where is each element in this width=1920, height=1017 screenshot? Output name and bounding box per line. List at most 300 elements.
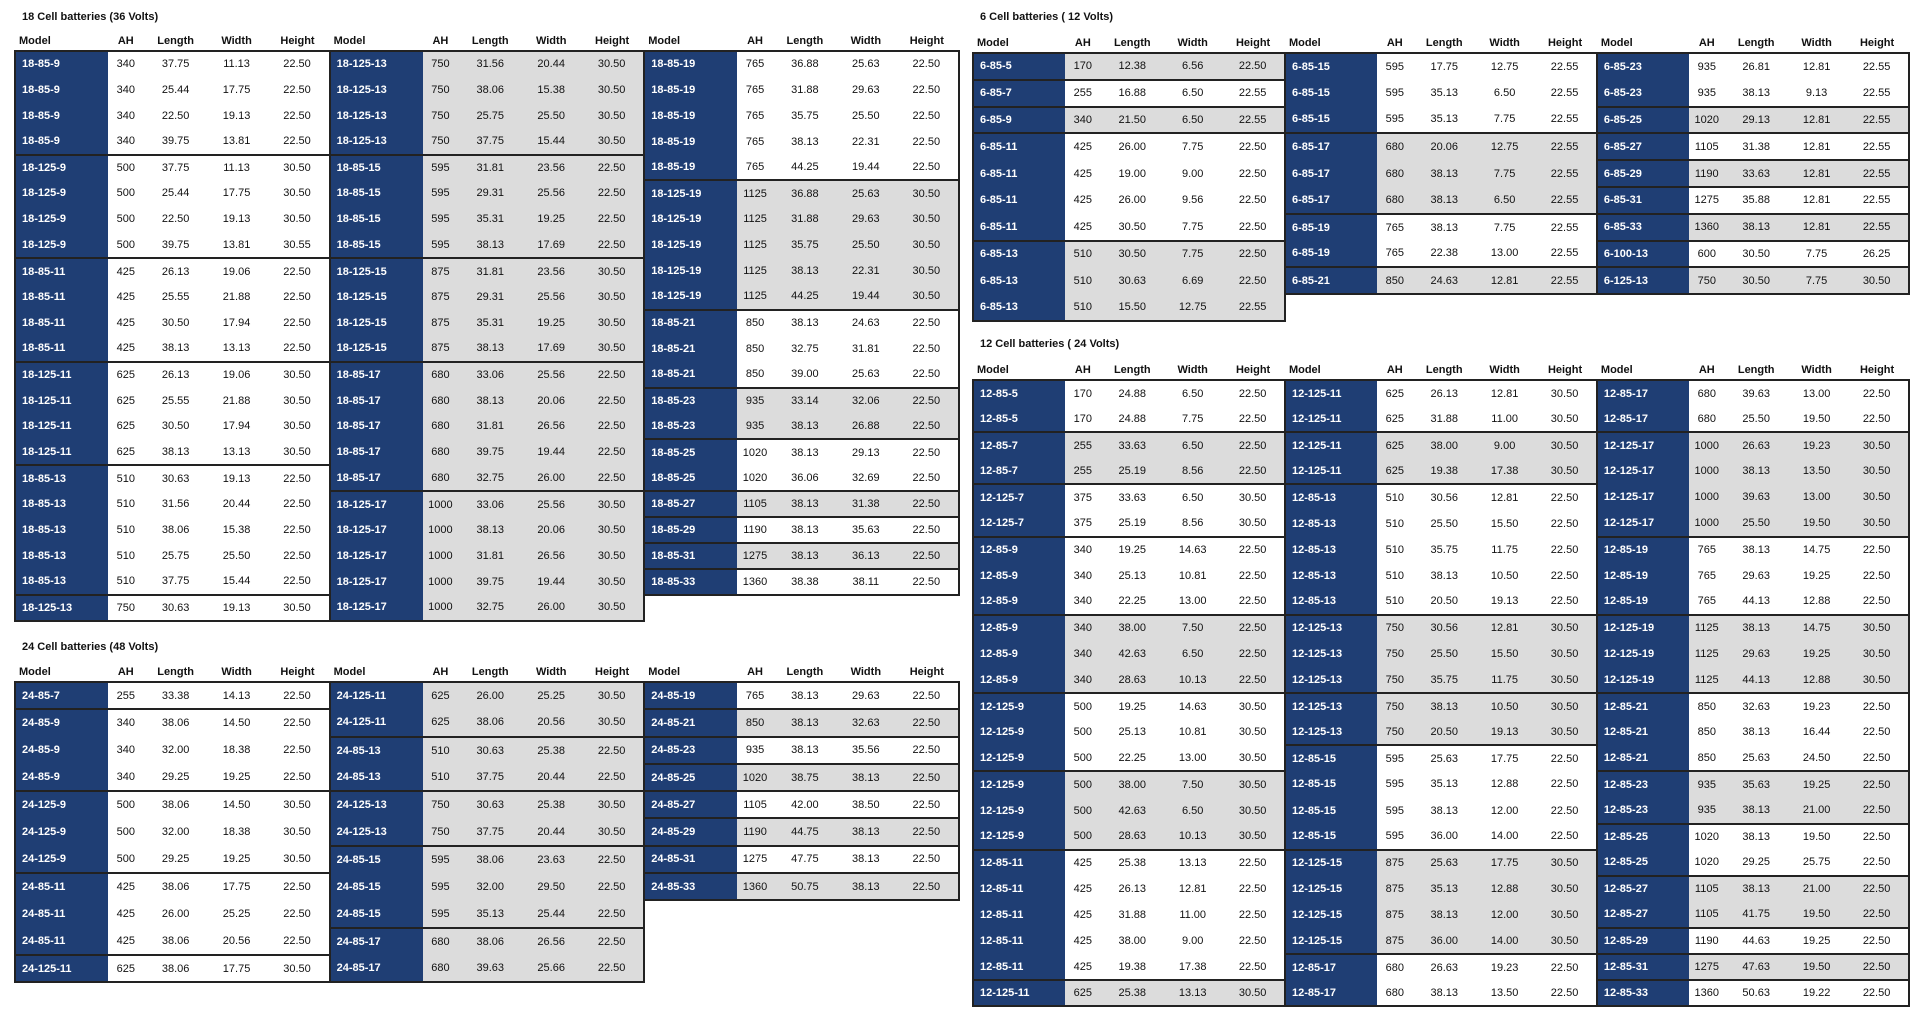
model-cell: 18-85-17 xyxy=(330,388,423,414)
table-row xyxy=(973,80,1909,107)
height-cell: 22.50 xyxy=(1221,406,1285,432)
height-cell: 22.50 xyxy=(1845,824,1909,850)
ah-cell: 750 xyxy=(108,595,143,621)
length-cell: 38.13 xyxy=(1724,537,1788,563)
model-cell: 6-125-13 xyxy=(1597,267,1689,294)
ah-cell: 625 xyxy=(423,709,458,736)
ah-cell: 765 xyxy=(1689,563,1724,589)
length-cell: 25.50 xyxy=(1724,510,1788,536)
model-cell: 6-85-13 xyxy=(973,241,1065,268)
height-cell: 22.50 xyxy=(265,928,329,955)
length-cell: 30.56 xyxy=(1412,615,1476,641)
height-cell: 22.50 xyxy=(895,413,959,439)
ah-cell: 750 xyxy=(423,791,458,818)
ah-cell: 340 xyxy=(1065,537,1100,563)
height-cell: 22.50 xyxy=(895,155,959,181)
column-header-height: Height xyxy=(1845,34,1909,53)
height-cell: 22.50 xyxy=(1221,187,1285,214)
length-cell: 26.00 xyxy=(1100,133,1164,160)
width-cell: 18.38 xyxy=(208,737,266,764)
height-cell: 22.50 xyxy=(265,284,329,310)
width-cell: 13.50 xyxy=(1476,980,1533,1006)
width-cell: 20.06 xyxy=(522,517,580,543)
table-row xyxy=(15,310,959,336)
length-cell: 35.13 xyxy=(1412,107,1476,134)
length-cell: 25.44 xyxy=(144,180,208,206)
width-cell: 26.56 xyxy=(522,543,580,569)
column-header-height: Height xyxy=(1221,34,1285,53)
model-cell: 12-125-7 xyxy=(973,510,1065,536)
model-cell: 6-85-11 xyxy=(973,133,1065,160)
width-cell: 7.75 xyxy=(1164,214,1221,241)
height-cell: 22.50 xyxy=(895,543,959,569)
model-cell: 18-85-33 xyxy=(644,569,737,595)
width-cell: 12.81 xyxy=(1788,107,1845,134)
model-cell: 12-85-31 xyxy=(1597,954,1689,980)
column-header-length: Length xyxy=(144,32,208,51)
length-cell: 39.75 xyxy=(144,232,208,258)
length-cell: 25.38 xyxy=(1100,850,1164,876)
model-cell: 12-125-9 xyxy=(973,745,1065,771)
model-cell: 18-125-19 xyxy=(644,258,737,284)
ah-cell: 625 xyxy=(1065,980,1100,1006)
model-cell: 6-85-31 xyxy=(1597,187,1689,214)
width-cell: 9.00 xyxy=(1476,432,1533,458)
empty-cell xyxy=(773,595,837,621)
width-cell: 31.81 xyxy=(837,336,895,362)
width-cell: 14.50 xyxy=(208,709,266,736)
table-row xyxy=(15,818,959,845)
length-cell: 38.13 xyxy=(773,543,837,569)
model-cell: 24-125-11 xyxy=(15,955,108,982)
ah-cell: 500 xyxy=(108,846,143,873)
length-cell: 24.88 xyxy=(1100,380,1164,406)
length-cell: 33.14 xyxy=(773,388,837,414)
model-cell: 6-85-21 xyxy=(1285,267,1377,294)
width-cell: 21.00 xyxy=(1788,798,1845,824)
length-cell: 38.13 xyxy=(1412,187,1476,214)
height-cell: 22.50 xyxy=(1221,241,1285,268)
height-cell: 30.50 xyxy=(580,595,644,621)
width-cell: 6.50 xyxy=(1164,641,1221,667)
ah-cell: 850 xyxy=(1377,267,1412,294)
height-cell: 22.50 xyxy=(1221,876,1285,902)
ah-cell: 340 xyxy=(1065,641,1100,667)
height-cell: 30.50 xyxy=(1845,458,1909,484)
ah-cell: 1105 xyxy=(1689,876,1724,902)
height-cell: 22.50 xyxy=(1845,980,1909,1006)
ah-cell: 255 xyxy=(1065,80,1100,107)
column-header-height: Height xyxy=(1845,361,1909,380)
ah-cell: 850 xyxy=(737,362,772,388)
model-cell: 18-85-9 xyxy=(15,51,108,77)
length-cell: 31.88 xyxy=(773,206,837,232)
width-cell: 14.13 xyxy=(208,682,266,709)
header-row xyxy=(15,32,959,51)
column-header-height: Height xyxy=(895,32,959,51)
model-cell: 6-85-33 xyxy=(1597,214,1689,241)
length-cell: 44.13 xyxy=(1724,667,1788,693)
length-cell: 38.13 xyxy=(458,336,522,362)
width-cell: 23.63 xyxy=(522,846,580,873)
height-cell: 22.50 xyxy=(895,439,959,465)
height-cell: 30.50 xyxy=(1845,267,1909,294)
model-cell: 18-85-21 xyxy=(644,310,737,336)
model-cell: 24-85-11 xyxy=(15,873,108,900)
length-cell: 25.75 xyxy=(144,543,208,569)
height-cell: 22.50 xyxy=(1221,537,1285,563)
height-cell: 22.55 xyxy=(1221,294,1285,321)
ah-cell: 935 xyxy=(737,737,772,764)
length-cell: 38.13 xyxy=(773,491,837,517)
model-cell: 18-85-19 xyxy=(644,103,737,129)
empty-cell xyxy=(1285,294,1377,321)
table-row xyxy=(973,484,1909,510)
length-cell: 50.63 xyxy=(1724,980,1788,1006)
ah-cell: 340 xyxy=(108,709,143,736)
empty-cell xyxy=(737,928,772,955)
width-cell: 18.38 xyxy=(208,818,266,845)
ah-cell: 1125 xyxy=(737,180,772,206)
model-cell: 18-85-25 xyxy=(644,439,737,465)
width-cell: 19.50 xyxy=(1788,406,1845,432)
width-cell: 8.56 xyxy=(1164,458,1221,484)
height-cell: 22.50 xyxy=(580,180,644,206)
model-cell: 12-85-27 xyxy=(1597,902,1689,928)
length-cell: 38.13 xyxy=(1412,798,1476,824)
length-cell: 19.38 xyxy=(1100,954,1164,980)
width-cell: 7.75 xyxy=(1164,406,1221,432)
ah-cell: 625 xyxy=(108,439,143,465)
model-cell: 12-125-13 xyxy=(1285,667,1377,693)
length-cell: 37.75 xyxy=(144,155,208,181)
width-cell: 29.63 xyxy=(837,682,895,709)
table-row xyxy=(15,873,959,900)
table-row xyxy=(15,336,959,362)
model-cell: 12-85-13 xyxy=(1285,537,1377,563)
width-cell: 19.25 xyxy=(1788,928,1845,954)
table-row xyxy=(15,569,959,595)
length-cell: 19.25 xyxy=(1100,693,1164,719)
width-cell: 26.56 xyxy=(522,413,580,439)
width-cell: 8.56 xyxy=(1164,510,1221,536)
ah-cell: 750 xyxy=(1377,693,1412,719)
height-cell: 22.50 xyxy=(1533,589,1597,615)
width-cell: 6.50 xyxy=(1164,80,1221,107)
empty-cell xyxy=(1597,294,1689,321)
length-cell: 25.75 xyxy=(458,103,522,129)
model-cell: 6-85-13 xyxy=(973,267,1065,294)
ah-cell: 1000 xyxy=(1689,484,1724,510)
ah-cell: 935 xyxy=(737,413,772,439)
height-cell: 30.50 xyxy=(580,709,644,736)
width-cell: 19.25 xyxy=(1788,641,1845,667)
ah-cell: 765 xyxy=(737,682,772,709)
model-cell: 24-85-15 xyxy=(330,873,423,900)
model-cell: 12-125-11 xyxy=(1285,458,1377,484)
height-cell: 30.50 xyxy=(1845,432,1909,458)
width-cell: 15.50 xyxy=(1476,641,1533,667)
width-cell: 9.00 xyxy=(1164,928,1221,954)
length-cell: 30.50 xyxy=(1100,241,1164,268)
ah-cell: 425 xyxy=(108,928,143,955)
width-cell: 14.75 xyxy=(1788,615,1845,641)
model-cell: 24-85-23 xyxy=(644,737,737,764)
column-header-length: Length xyxy=(773,663,837,682)
ah-cell: 595 xyxy=(423,873,458,900)
width-cell: 23.56 xyxy=(522,155,580,181)
column-header-ah: AH xyxy=(423,663,458,682)
model-cell: 12-125-15 xyxy=(1285,876,1377,902)
ah-cell: 170 xyxy=(1065,380,1100,406)
ah-cell: 875 xyxy=(1377,850,1412,876)
model-cell: 18-125-15 xyxy=(330,258,423,284)
table-row xyxy=(15,206,959,232)
height-cell: 30.55 xyxy=(265,232,329,258)
model-cell: 18-85-17 xyxy=(330,439,423,465)
empty-cell xyxy=(837,900,895,927)
table-row xyxy=(15,737,959,764)
width-cell: 17.75 xyxy=(208,77,266,103)
column-header-width: Width xyxy=(1476,361,1533,380)
width-cell: 10.81 xyxy=(1164,563,1221,589)
model-cell: 12-85-25 xyxy=(1597,824,1689,850)
width-cell: 25.56 xyxy=(522,284,580,310)
width-cell: 12.81 xyxy=(1788,133,1845,160)
table-row xyxy=(973,798,1909,824)
ah-cell: 595 xyxy=(423,900,458,927)
height-cell: 22.50 xyxy=(895,791,959,818)
length-cell: 38.13 xyxy=(773,439,837,465)
model-cell: 12-85-21 xyxy=(1597,693,1689,719)
model-cell: 24-85-15 xyxy=(330,846,423,873)
length-cell: 38.00 xyxy=(1100,928,1164,954)
ah-cell: 625 xyxy=(108,362,143,388)
width-cell: 23.56 xyxy=(522,258,580,284)
width-cell: 12.00 xyxy=(1476,798,1533,824)
ah-cell: 1020 xyxy=(737,439,772,465)
height-cell: 30.50 xyxy=(895,232,959,258)
model-cell: 18-125-15 xyxy=(330,336,423,362)
model-cell: 18-85-23 xyxy=(644,388,737,414)
model-cell: 6-85-9 xyxy=(973,107,1065,134)
height-cell: 22.50 xyxy=(265,310,329,336)
column-header-model: Model xyxy=(15,32,108,51)
width-cell: 32.06 xyxy=(837,388,895,414)
ah-cell: 170 xyxy=(1065,406,1100,432)
height-cell: 22.50 xyxy=(265,543,329,569)
height-cell: 22.50 xyxy=(265,517,329,543)
width-cell: 6.50 xyxy=(1164,432,1221,458)
length-cell: 25.38 xyxy=(1100,980,1164,1006)
model-cell: 12-85-7 xyxy=(973,458,1065,484)
ah-cell: 750 xyxy=(423,103,458,129)
width-cell: 12.81 xyxy=(1788,214,1845,241)
model-cell: 6-85-19 xyxy=(1285,241,1377,268)
ah-cell: 625 xyxy=(423,682,458,709)
column-header-length: Length xyxy=(1412,361,1476,380)
height-cell: 22.55 xyxy=(1533,53,1597,80)
width-cell: 17.69 xyxy=(522,336,580,362)
model-cell: 18-85-15 xyxy=(330,180,423,206)
width-cell: 19.23 xyxy=(1788,432,1845,458)
length-cell: 42.63 xyxy=(1100,798,1164,824)
width-cell: 12.75 xyxy=(1476,53,1533,80)
model-cell: 12-85-11 xyxy=(973,902,1065,928)
height-cell: 22.55 xyxy=(1845,80,1909,107)
table-row xyxy=(973,214,1909,241)
height-cell: 30.50 xyxy=(1221,980,1285,1006)
width-cell: 6.56 xyxy=(1164,53,1221,80)
table-row xyxy=(973,928,1909,954)
model-cell: 18-125-9 xyxy=(15,232,108,258)
height-cell: 22.50 xyxy=(895,51,959,77)
width-cell: 9.13 xyxy=(1788,80,1845,107)
ah-cell: 625 xyxy=(108,388,143,414)
model-cell: 12-125-11 xyxy=(1285,432,1377,458)
ah-cell: 765 xyxy=(737,77,772,103)
length-cell: 38.06 xyxy=(144,517,208,543)
width-cell: 26.56 xyxy=(522,928,580,955)
length-cell: 42.00 xyxy=(773,791,837,818)
ah-cell: 680 xyxy=(1689,406,1724,432)
width-cell: 6.50 xyxy=(1164,380,1221,406)
model-cell: 18-85-19 xyxy=(644,77,737,103)
length-cell: 36.88 xyxy=(773,180,837,206)
height-cell: 30.50 xyxy=(265,362,329,388)
height-cell: 22.50 xyxy=(265,737,329,764)
height-cell: 30.50 xyxy=(580,543,644,569)
column-header-height: Height xyxy=(265,32,329,51)
length-cell: 38.06 xyxy=(458,77,522,103)
width-cell: 25.63 xyxy=(837,51,895,77)
ah-cell: 425 xyxy=(1065,187,1100,214)
length-cell: 38.13 xyxy=(773,682,837,709)
table-row xyxy=(15,764,959,791)
ah-cell: 625 xyxy=(1377,432,1412,458)
width-cell: 19.13 xyxy=(208,103,266,129)
width-cell: 7.75 xyxy=(1164,133,1221,160)
height-cell: 30.50 xyxy=(580,258,644,284)
model-cell: 6-85-17 xyxy=(1285,187,1377,214)
width-cell: 19.23 xyxy=(1476,954,1533,980)
ah-cell: 625 xyxy=(108,955,143,982)
length-cell: 33.06 xyxy=(458,491,522,517)
ah-cell: 765 xyxy=(1377,214,1412,241)
ah-cell: 1105 xyxy=(737,491,772,517)
length-cell: 25.63 xyxy=(1412,745,1476,771)
width-cell: 7.75 xyxy=(1476,160,1533,187)
length-cell: 30.50 xyxy=(1724,267,1788,294)
length-cell: 25.13 xyxy=(1100,563,1164,589)
width-cell: 12.88 xyxy=(1476,876,1533,902)
length-cell: 38.00 xyxy=(1412,432,1476,458)
width-cell: 13.00 xyxy=(1476,241,1533,268)
length-cell: 36.00 xyxy=(1412,928,1476,954)
length-cell: 38.75 xyxy=(773,764,837,791)
model-cell: 12-85-17 xyxy=(1597,406,1689,432)
table-row xyxy=(973,406,1909,432)
model-cell: 6-85-11 xyxy=(973,187,1065,214)
ah-cell: 510 xyxy=(108,569,143,595)
length-cell: 38.00 xyxy=(1100,771,1164,797)
ah-cell: 510 xyxy=(1065,294,1100,321)
table-row xyxy=(15,491,959,517)
length-cell: 25.55 xyxy=(144,388,208,414)
column-header-model: Model xyxy=(973,361,1065,380)
height-cell: 22.50 xyxy=(580,439,644,465)
width-cell: 19.50 xyxy=(1788,902,1845,928)
length-cell: 38.13 xyxy=(1724,798,1788,824)
model-cell: 12-125-9 xyxy=(973,693,1065,719)
ah-cell: 500 xyxy=(108,155,143,181)
length-cell: 31.81 xyxy=(458,543,522,569)
ah-cell: 510 xyxy=(1377,563,1412,589)
model-cell: 12-125-13 xyxy=(1285,615,1377,641)
column-header-length: Length xyxy=(1724,34,1788,53)
ah-cell: 680 xyxy=(423,955,458,982)
height-cell: 22.50 xyxy=(580,362,644,388)
table-row xyxy=(973,980,1909,1006)
model-cell: 12-85-15 xyxy=(1285,824,1377,850)
length-cell: 32.75 xyxy=(458,465,522,491)
length-cell: 22.38 xyxy=(1412,241,1476,268)
length-cell: 25.55 xyxy=(144,284,208,310)
height-cell: 22.50 xyxy=(265,900,329,927)
empty-cell xyxy=(737,595,772,621)
width-cell: 25.75 xyxy=(1788,850,1845,876)
height-cell: 30.50 xyxy=(580,517,644,543)
height-cell: 22.50 xyxy=(580,764,644,791)
width-cell: 19.13 xyxy=(1476,589,1533,615)
ah-cell: 255 xyxy=(108,682,143,709)
length-cell: 31.56 xyxy=(144,491,208,517)
model-cell: 18-85-19 xyxy=(644,51,737,77)
column-header-length: Length xyxy=(1100,34,1164,53)
model-cell: 18-85-13 xyxy=(15,543,108,569)
model-cell: 18-125-15 xyxy=(330,284,423,310)
model-cell: 24-85-27 xyxy=(644,791,737,818)
height-cell: 30.50 xyxy=(1533,902,1597,928)
ah-cell: 425 xyxy=(1065,876,1100,902)
length-cell: 22.25 xyxy=(1100,589,1164,615)
height-cell: 22.50 xyxy=(1221,133,1285,160)
length-cell: 38.13 xyxy=(1412,214,1476,241)
ah-cell: 425 xyxy=(1065,133,1100,160)
width-cell: 35.56 xyxy=(837,737,895,764)
length-cell: 50.75 xyxy=(773,873,837,900)
width-cell: 6.50 xyxy=(1164,798,1221,824)
width-cell: 19.23 xyxy=(1788,693,1845,719)
length-cell: 35.13 xyxy=(1412,771,1476,797)
length-cell: 39.75 xyxy=(458,439,522,465)
height-cell: 22.50 xyxy=(895,310,959,336)
model-cell: 18-125-13 xyxy=(330,129,423,155)
length-cell: 26.00 xyxy=(458,682,522,709)
ah-cell: 500 xyxy=(108,232,143,258)
model-cell: 12-85-9 xyxy=(973,537,1065,563)
width-cell: 15.44 xyxy=(522,129,580,155)
ah-cell: 680 xyxy=(423,928,458,955)
length-cell: 30.50 xyxy=(1724,241,1788,268)
length-cell: 38.13 xyxy=(1724,719,1788,745)
height-cell: 22.50 xyxy=(895,491,959,517)
width-cell: 19.50 xyxy=(1788,824,1845,850)
ah-cell: 595 xyxy=(1377,771,1412,797)
ah-cell: 875 xyxy=(423,284,458,310)
ah-cell: 1125 xyxy=(737,206,772,232)
height-cell: 30.50 xyxy=(1533,693,1597,719)
